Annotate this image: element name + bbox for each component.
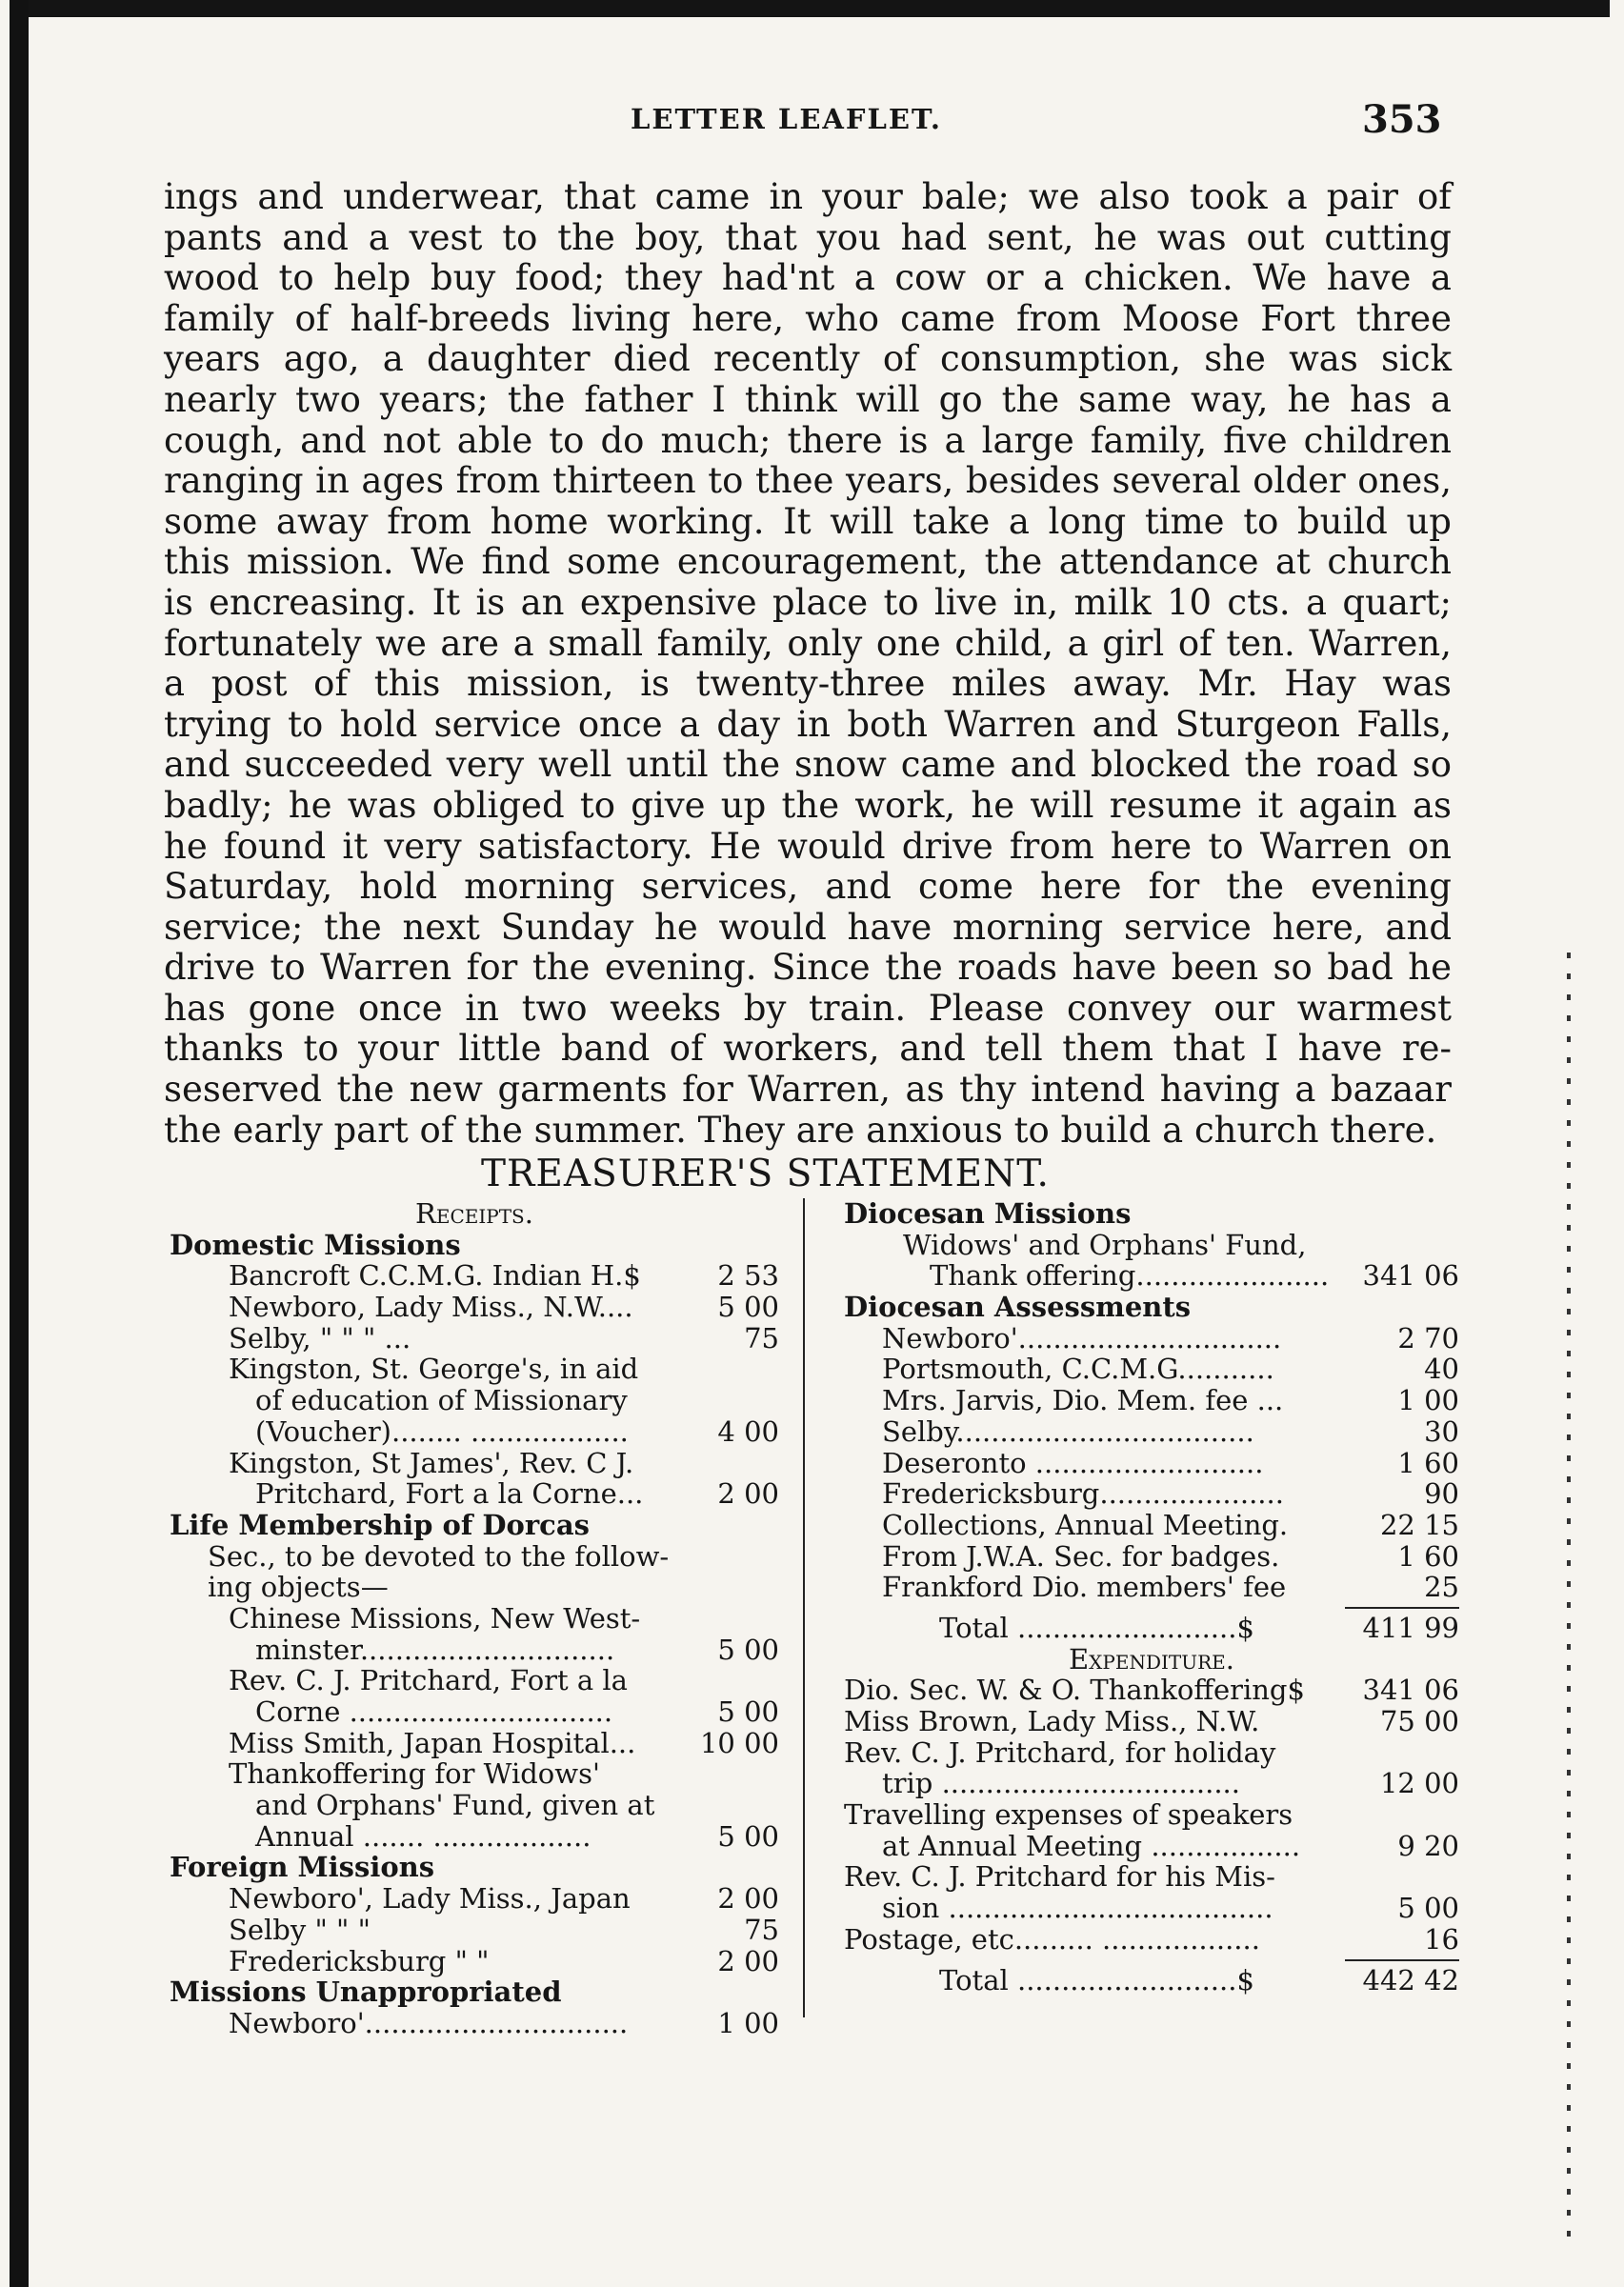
ledger-label: Collections, Annual Meeting.	[882, 1508, 1289, 1541]
body-line: ings and underwear, that came in your bale; we also took a pair of	[164, 176, 1452, 217]
ledger-row	[170, 1541, 779, 1573]
ledger-label: Total .........................$	[939, 1611, 1254, 1644]
body-line: has gone once in two weeks by train. Please convey our warmest	[164, 987, 1452, 1029]
ledger-amount: 1 60	[1397, 1446, 1459, 1479]
sum-rule	[844, 1956, 1459, 1965]
ledger-amount: 10 00	[699, 1726, 779, 1759]
body-line: service; the next Sunday he would have morning service here, and	[164, 906, 1452, 948]
ledger-row	[170, 1603, 779, 1635]
page-edge-top	[10, 0, 1610, 17]
ledger-label: Dio. Sec. W. & O. Thankoffering$	[844, 1674, 1305, 1707]
ledger-row	[170, 1260, 779, 1292]
ledger-amount: 411 99	[1362, 1611, 1459, 1644]
ledger-label: Life Membership of Dorcas	[170, 1508, 590, 1541]
ledger-row	[844, 1572, 1459, 1603]
ledger-label: Newboro, Lady Miss., N.W....	[229, 1291, 633, 1324]
ledger-row	[844, 1706, 1459, 1737]
body-line: trying to hold service once a day in both Warren and Sturgeon Falls,	[164, 703, 1452, 745]
ledger-row	[170, 1790, 779, 1821]
ledger-row	[170, 1292, 779, 1323]
ledger-label: and Orphans' Fund, given at	[255, 1789, 655, 1822]
ledger-row	[170, 1572, 779, 1603]
section-heading	[170, 1230, 779, 1261]
receipts-heading: Receipts.	[415, 1197, 533, 1230]
ledger-row	[170, 1385, 779, 1416]
ledger-row	[170, 1821, 779, 1853]
ledger-label: trip ..................................	[882, 1767, 1240, 1800]
page-number: 353	[1362, 97, 1442, 142]
section-heading	[170, 1852, 779, 1883]
ledger-label: Fredericksburg " "	[229, 1944, 490, 1977]
column-divider	[803, 1198, 805, 2017]
ledger-amount: 30	[1424, 1414, 1459, 1448]
ledger-row	[170, 1416, 779, 1448]
ledger-label: Selby..................................	[882, 1414, 1254, 1448]
body-line: is encreasing. It is an expensive place to live in, milk 10 cts. a quart;	[164, 581, 1452, 623]
ledger-label: Missions Unappropriated	[170, 1976, 562, 2009]
ledger-amount: 40	[1424, 1353, 1459, 1386]
ledger-row	[170, 1478, 779, 1510]
ledger-label: Chinese Missions, New West-	[229, 1601, 641, 1635]
ledger-row	[844, 1354, 1459, 1385]
ledger-label: Travelling expenses of speakers	[844, 1798, 1293, 1832]
rule-line	[1345, 1959, 1459, 1961]
ledger-label: Expenditure.	[1069, 1642, 1234, 1675]
body-line: the early part of the summer. They are anxious to build a church there.	[164, 1109, 1437, 1151]
ledger-amount: 2 00	[717, 1882, 779, 1916]
ledger-row	[170, 1323, 779, 1354]
ledger-row	[170, 1915, 779, 1946]
ledger-label: Kingston, St. George's, in aid	[229, 1353, 639, 1386]
body-line: he found it very satisfactory. He would drive from here to Warren on	[164, 825, 1452, 867]
ledger-label: Rev. C. J. Pritchard for his Mis-	[844, 1860, 1275, 1894]
ledger-row	[844, 1541, 1459, 1573]
ledger-row	[170, 1448, 779, 1479]
ledger-amount: 341 06	[1362, 1674, 1459, 1707]
ledger-row	[170, 1635, 779, 1666]
ledger-amount: 5 00	[717, 1633, 779, 1666]
ledger-row	[844, 1260, 1459, 1292]
body-line: and succeeded very well until the snow came and blocked the road so	[164, 744, 1452, 786]
body-line: this mission. We find some encouragement, the attendance at church	[164, 541, 1452, 583]
body-line: fortunately we are a small family, only one child, a girl of ten. Warren,	[164, 622, 1452, 664]
ledger-row	[844, 1478, 1459, 1510]
ledger-label: Rev. C. J. Pritchard, for holiday	[844, 1735, 1276, 1769]
ledger-label: Fredericksburg.....................	[882, 1477, 1284, 1511]
ledger-label: Portsmouth, C.C.M.G...........	[882, 1353, 1274, 1386]
ledger-label: From J.W.A. Sec. for badges.	[882, 1539, 1280, 1573]
body-line: wood to help buy food; they had'nt a cow or a chicken. We have a	[164, 257, 1452, 299]
running-title: LETTER LEAFLET.	[631, 103, 942, 135]
ledger-label: Deseronto ..........................	[882, 1446, 1264, 1479]
ledger-row	[844, 1737, 1459, 1769]
body-line: ranging in ages from thirteen to thee years, besides several older ones,	[164, 460, 1452, 502]
ledger-label: Diocesan Missions	[844, 1197, 1132, 1230]
ledger-row	[844, 1448, 1459, 1479]
ledger-label: ing objects—	[208, 1571, 389, 1604]
section-heading	[844, 1198, 1459, 1230]
page-edge-left	[10, 0, 29, 2287]
receipts-column	[170, 1198, 779, 2039]
body-line: a post of this mission, is twenty-three miles away. Mr. Hay was	[164, 663, 1452, 705]
body-line: family of half-breeds living here, who came from Moose Fort three	[164, 297, 1452, 339]
ledger-row	[170, 1758, 779, 1790]
letter-body	[164, 177, 1452, 1151]
body-line: cough, and not able to do much; there is a large family, five children	[164, 419, 1452, 461]
ledger-amount: 1 60	[1397, 1539, 1459, 1573]
section-heading	[170, 1510, 779, 1541]
ledger-row	[844, 1768, 1459, 1799]
ledger-row	[170, 1354, 779, 1385]
ledger-label: (Voucher)........ ..................	[255, 1414, 629, 1448]
ledger-amount: 90	[1424, 1477, 1459, 1511]
section-heading	[844, 1292, 1459, 1323]
ledger-amount: 4 00	[717, 1414, 779, 1448]
body-line: drive to Warren for the evening. Since the roads have been so bad he	[164, 947, 1452, 989]
ledger-label: Corne ..............................	[255, 1695, 613, 1728]
ledger-label: Frankford Dio. members' fee	[882, 1571, 1287, 1604]
ledger-row	[170, 1728, 779, 1759]
ledger-amount: 16	[1424, 1922, 1459, 1956]
ledger-amount: 22 15	[1379, 1508, 1459, 1541]
ledger-row	[170, 1665, 779, 1696]
ledger-amount: 9 20	[1397, 1829, 1459, 1862]
body-line: seserved the new garments for Warren, as thy intend having a bazaar	[164, 1069, 1452, 1111]
ledger-label: Thankoffering for Widows'	[229, 1757, 600, 1791]
ledger-label: Miss Brown, Lady Miss., N.W.	[844, 1705, 1260, 1737]
ledger-row	[170, 1946, 779, 1977]
ledger-row	[844, 1323, 1459, 1354]
ledger-label: Postage, etc......... ..................	[844, 1922, 1260, 1956]
body-line: years ago, a daughter died recently of consumption, she was sick	[164, 338, 1452, 380]
ledger-row	[170, 1696, 779, 1728]
ledger-amount: 5 00	[717, 1695, 779, 1728]
ledger-label: Rev. C. J. Pritchard, Fort a la	[229, 1664, 628, 1697]
ledger-amount: 75	[744, 1913, 779, 1946]
ledger-row	[844, 1385, 1459, 1416]
ledger-amount: 25	[1424, 1571, 1459, 1604]
ledger-label: Bancroft C.C.M.G. Indian H.$	[229, 1259, 641, 1293]
ledger-row	[844, 1675, 1459, 1706]
ledger-row	[844, 1510, 1459, 1541]
ledger-label: Total .........................$	[939, 1963, 1254, 1996]
ledger-label: of education of Missionary	[255, 1384, 628, 1417]
section-heading	[170, 1976, 779, 2008]
page-edge-right	[1567, 953, 1571, 2238]
ledger-amount: 75	[744, 1321, 779, 1354]
ledger-label: Selby " " "	[229, 1913, 371, 1946]
ledger-amount: 341 06	[1362, 1259, 1459, 1293]
body-line: Saturday, hold morning services, and come here for the evening	[164, 866, 1452, 908]
ledger-amount: 442 42	[1362, 1963, 1459, 1996]
ledger-label: Newboro'..............................	[229, 2006, 629, 2039]
ledger-label: Foreign Missions	[170, 1851, 435, 1884]
ledger-row	[844, 1230, 1459, 1261]
ledger-label: Diocesan Assessments	[844, 1291, 1192, 1324]
ledger-row	[170, 1883, 779, 1915]
ledger-amount: 1 00	[717, 2006, 779, 2039]
ledger-label: Miss Smith, Japan Hospital...	[229, 1726, 636, 1759]
ledger-row	[844, 1893, 1459, 1924]
ledger-amount: 5 00	[1397, 1892, 1459, 1925]
ledger-row	[844, 1831, 1459, 1862]
ledger-label: Kingston, St James', Rev. C J.	[229, 1446, 634, 1479]
body-line: nearly two years; the father I think will go the same way, he has a	[164, 378, 1452, 420]
ledger-label: Mrs. Jarvis, Dio. Mem. fee ...	[882, 1384, 1284, 1417]
diocesan-column	[844, 1198, 1459, 1996]
ledger-amount: 2 70	[1397, 1321, 1459, 1354]
ledger-label: sion .....................................	[882, 1892, 1273, 1925]
ledger-row	[844, 1644, 1459, 1675]
body-line: badly; he was obliged to give up the work, he will resume it again as	[164, 784, 1452, 826]
ledger-label: Sec., to be devoted to the follow-	[208, 1539, 670, 1573]
ledger-row	[844, 1924, 1459, 1956]
rule-line	[1345, 1607, 1459, 1609]
ledger-amount: 5 00	[717, 1291, 779, 1324]
body-line: thanks to your little band of workers, and tell them that I have re-	[164, 1028, 1452, 1070]
total-row	[844, 1965, 1459, 1996]
ledger-label: Widows' and Orphans' Fund,	[903, 1228, 1307, 1261]
ledger-amount: 75 00	[1379, 1705, 1459, 1737]
body-line: some away from home working. It will take a long time to build up	[164, 500, 1452, 542]
total-row	[844, 1613, 1459, 1644]
ledger-amount: 5 00	[717, 1819, 779, 1853]
ledger-amount: 12 00	[1379, 1767, 1459, 1800]
ledger-label: Thank offering......................	[930, 1259, 1330, 1293]
ledger-label: Pritchard, Fort a la Corne...	[255, 1477, 644, 1511]
ledger-row	[844, 1416, 1459, 1448]
ledger-row	[844, 1861, 1459, 1893]
page-header	[164, 97, 1442, 156]
ledger-label: Newboro'..............................	[882, 1321, 1282, 1354]
ledger-label: minster.............................	[255, 1633, 615, 1666]
ledger-amount: 2 53	[717, 1259, 779, 1293]
ledger-label: Domestic Missions	[170, 1228, 461, 1261]
statement-title: TREASURER'S STATEMENT.	[481, 1153, 1050, 1195]
body-line: pants and a vest to the boy, that you had sent, he was out cutting	[164, 216, 1452, 258]
ledger-amount: 2 00	[717, 1477, 779, 1511]
ledger-amount: 2 00	[717, 1944, 779, 1977]
ledger-label: Annual ....... ..................	[255, 1819, 591, 1853]
ledger-amount: 1 00	[1397, 1384, 1459, 1417]
ledger-row	[844, 1799, 1459, 1831]
ledger-label: Selby, " " " ...	[229, 1321, 411, 1354]
ledger-label: Newboro', Lady Miss., Japan	[229, 1882, 631, 1916]
ledger-label: at Annual Meeting .................	[882, 1829, 1301, 1862]
ledger-row	[170, 2008, 779, 2039]
